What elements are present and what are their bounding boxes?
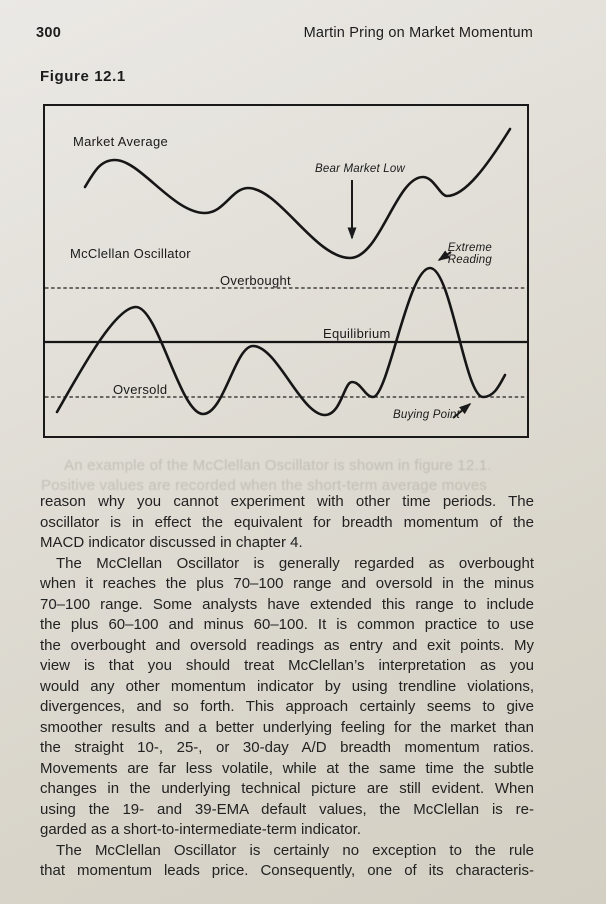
figure-caption: Figure 12.1 xyxy=(40,68,126,85)
market-average-label: Market Average xyxy=(73,134,169,149)
overbought-label: Overbought xyxy=(220,273,291,288)
body-line: oscillator is in effect the equivalent for breadth momentum of the xyxy=(40,513,534,531)
body-line: would any other momentum indicator by using trendline violations, xyxy=(40,677,534,695)
mcclellan-oscillator-label: McClellan Oscillator xyxy=(70,246,191,261)
page-number: 300 xyxy=(36,25,62,41)
extreme-reading-label-line2: Reading xyxy=(447,254,492,266)
body-line: divergences, and so forth. This approach certainly seems to give xyxy=(40,698,534,715)
body-line: the straight 10-, 25-, or 30-day A/D breadth momentum ratios. xyxy=(40,739,534,756)
oversold-label: Oversold xyxy=(113,382,168,397)
page-header xyxy=(36,25,533,43)
body-line: reason why you cannot experiment with other time periods. The xyxy=(40,493,534,510)
body-line: MACD indicator discussed in chapter 4. xyxy=(40,534,303,551)
running-title: Martin Pring on Market Momentum xyxy=(303,25,533,41)
body-line: garded as a short-to-intermediate-term indicator. xyxy=(40,821,361,838)
equilibrium-label: Equilibrium xyxy=(323,326,391,341)
extreme-reading-label-line1: Extreme xyxy=(447,242,492,254)
ghost-text-line: Positive values are recorded when the short-term average moves xyxy=(41,477,487,494)
body-text xyxy=(40,492,534,882)
figure-12-1 xyxy=(43,104,529,438)
body-line: changes in the underlying technical picture are still evident. When xyxy=(40,780,534,797)
body-line: the overbought and oversold readings as entry and exit points. My xyxy=(40,636,534,654)
body-line: The McClellan Oscillator is generally regarded as overbought xyxy=(56,554,534,572)
ghost-text-line: An example of the McClellan Oscillator is shown in figure 12.1. xyxy=(64,457,492,474)
body-line: 70–100 range. Some analysts have extended this range to include xyxy=(40,595,534,613)
body-line: view is that you should treat McClellan’s interpretation as you xyxy=(40,657,534,674)
body-line: smoother results and a better underlying feeling for the market than xyxy=(40,718,534,736)
buying-point-label: Buying Point xyxy=(393,409,460,421)
body-line: using the 19- and 39-EMA default values, the McClellan is re- xyxy=(40,800,534,818)
body-line: Movements are far less volatile, while at the same time the subtle xyxy=(40,759,534,777)
body-line: that momentum leads price. Consequently, one of its characteris- xyxy=(40,862,534,879)
bear-market-low-label: Bear Market Low xyxy=(315,163,405,175)
body-line: when it reaches the plus 70–100 range and oversold in the minus xyxy=(40,575,534,592)
body-line: The McClellan Oscillator is certainly no exception to the rule xyxy=(56,841,534,859)
body-line: the plus 60–100 and minus 60–100. It is common practice to use xyxy=(40,616,534,633)
figure-chart xyxy=(45,106,527,436)
